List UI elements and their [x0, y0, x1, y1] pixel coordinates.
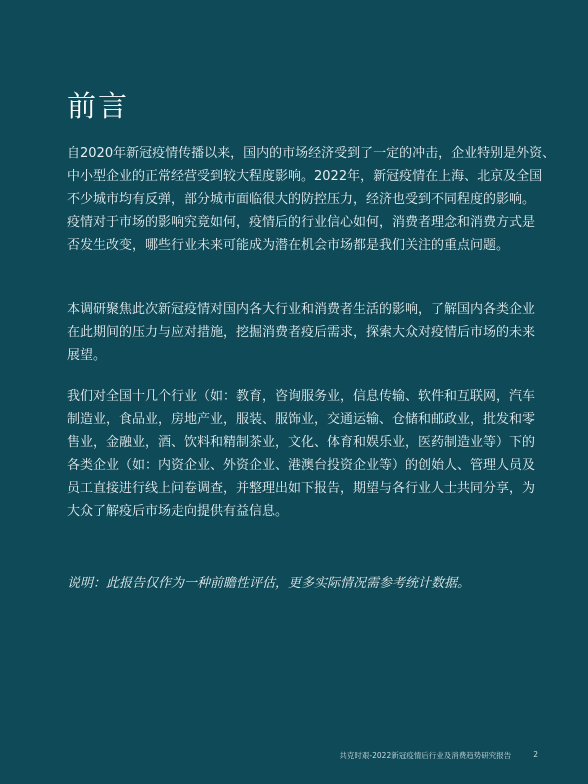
paragraph-line: 否发生改变，哪些行业未来可能成为潜在机会市场都是我们关注的重点问题。 [67, 238, 510, 253]
paragraph-line: 展望。 [67, 348, 107, 363]
footer-report-name: 共克时艰-2022新冠疫情后行业及消费趋势研究报告 [339, 751, 512, 760]
paragraph-line: 大众了解疫后市场走向提供有益信息。 [67, 504, 289, 519]
paragraph-line: 本调研聚焦此次新冠疫情对国内各大行业和消费者生活的影响，了解国内各类企业 [67, 302, 536, 317]
disclaimer-note: 说明：此报告仅作为一种前瞻性评估，更多实际情况需参考统计数据。 [67, 576, 471, 591]
paragraph-line: 各类企业（如：内资企业、外资企业、港澳台投资企业等）的创始人、管理人员及 [67, 458, 536, 473]
paragraph-line: 我们对全国十几个行业（如：教育，咨询服务业，信息传输、软件和互联网，汽车 [67, 389, 536, 404]
paragraph-3 [67, 385, 539, 523]
paragraph-line: 疫情对于市场的影响究竟如何，疫情后的行业信心如何，消费者理念和消费方式是 [67, 215, 536, 230]
paragraph-line: 不少城市均有反弹，部分城市面临很大的防控压力，经济也受到不同程度的影响。 [67, 192, 536, 207]
paragraph-line: 售业，金融业，酒、饮料和精制茶业，文化、体育和娱乐业，医药制造业等）下的 [67, 435, 536, 450]
paragraph-1 [67, 142, 556, 257]
page-title: 前言 [67, 89, 130, 123]
paragraph-2 [67, 298, 539, 367]
paragraph-line: 在此期间的压力与应对措施，挖掘消费者疫后需求，探索大众对疫情后市场的未来 [67, 325, 536, 340]
page-footer [339, 750, 538, 761]
paragraph-line: 中小型企业的正常经营受到较大程度影响。2022年，新冠疫情在上海、北京及全国 [67, 169, 543, 184]
paragraph-line: 员工直接进行线上问卷调查，并整理出如下报告，期望与各行业人士共同分享，为 [67, 481, 536, 496]
footer-page-number: 2 [533, 750, 538, 759]
paragraph-line: 自2020年新冠疫情传播以来，国内的市场经济受到了一定的冲击，企业特别是外资、 [67, 146, 556, 161]
paragraph-line: 制造业，食品业，房地产业，服装、服饰业，交通运输、仓储和邮政业，批发和零 [67, 412, 536, 427]
